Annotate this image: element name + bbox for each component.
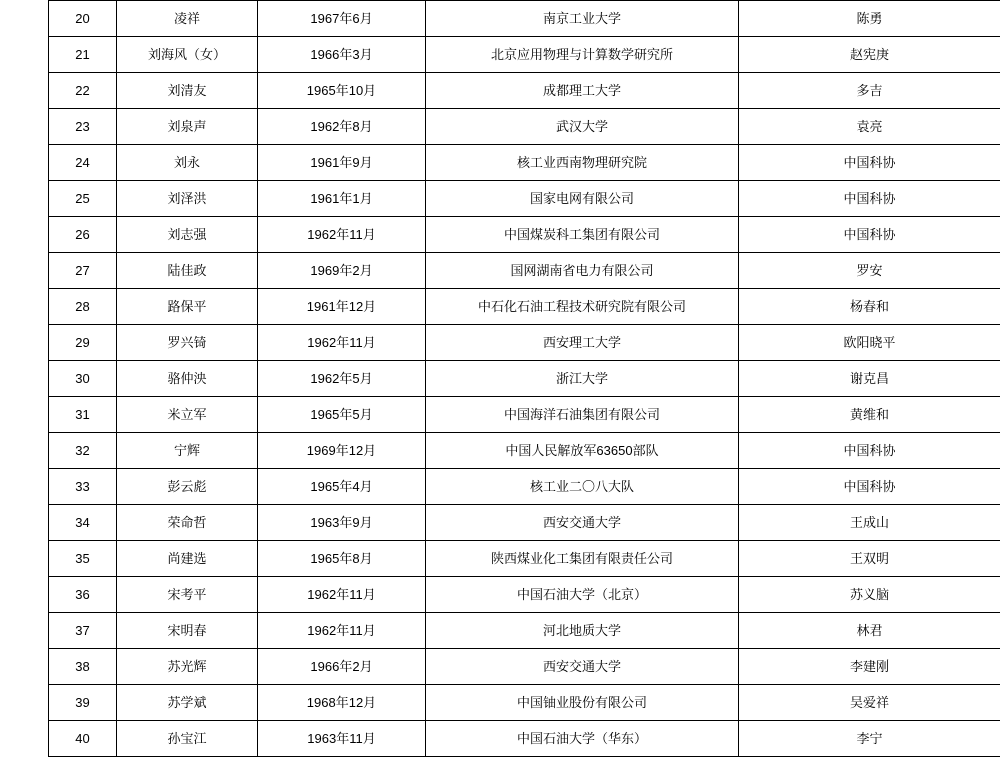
cell-referrer: 中国科协 (739, 145, 1000, 181)
cell-referrer: 中国科协 (739, 433, 1000, 469)
cell-birth: 1965年4月 (258, 469, 426, 505)
table-row (49, 1, 1000, 37)
cell-index: 30 (49, 361, 117, 397)
cell-org: 武汉大学 (426, 109, 739, 145)
cell-org: 南京工业大学 (426, 1, 739, 37)
cell-birth: 1962年8月 (258, 109, 426, 145)
cell-name: 刘泉声 (117, 109, 258, 145)
table-row (49, 325, 1000, 361)
cell-index: 20 (49, 1, 117, 37)
cell-birth: 1967年6月 (258, 1, 426, 37)
cell-index: 36 (49, 577, 117, 613)
cell-org: 浙江大学 (426, 361, 739, 397)
cell-name: 尚建选 (117, 541, 258, 577)
table-row (49, 613, 1000, 649)
cell-org: 中国煤炭科工集团有限公司 (426, 217, 739, 253)
cell-org: 西安交通大学 (426, 505, 739, 541)
table-row (49, 253, 1000, 289)
cell-name: 刘志强 (117, 217, 258, 253)
table-row (49, 73, 1000, 109)
cell-org: 成都理工大学 (426, 73, 739, 109)
cell-name: 刘永 (117, 145, 258, 181)
table-row (49, 289, 1000, 325)
cell-referrer: 袁亮 (739, 109, 1000, 145)
cell-name: 刘泽洪 (117, 181, 258, 217)
cell-name: 骆仲泱 (117, 361, 258, 397)
table-row (49, 145, 1000, 181)
table-row (49, 721, 1000, 757)
cell-name: 荣命哲 (117, 505, 258, 541)
cell-org: 北京应用物理与计算数学研究所 (426, 37, 739, 73)
cell-birth: 1968年12月 (258, 685, 426, 721)
cell-referrer: 黄维和 (739, 397, 1000, 433)
cell-name: 孙宝江 (117, 721, 258, 757)
cell-birth: 1962年11月 (258, 217, 426, 253)
cell-referrer: 王双明 (739, 541, 1000, 577)
cell-org: 中石化石油工程技术研究院有限公司 (426, 289, 739, 325)
cell-referrer: 多吉 (739, 73, 1000, 109)
table-row (49, 109, 1000, 145)
table-row (49, 217, 1000, 253)
cell-index: 29 (49, 325, 117, 361)
cell-org: 河北地质大学 (426, 613, 739, 649)
table-row (49, 649, 1000, 685)
cell-index: 21 (49, 37, 117, 73)
cell-name: 宁辉 (117, 433, 258, 469)
cell-referrer: 林君 (739, 613, 1000, 649)
cell-birth: 1962年11月 (258, 325, 426, 361)
cell-org: 陕西煤业化工集团有限责任公司 (426, 541, 739, 577)
table-row (49, 397, 1000, 433)
table-row (49, 37, 1000, 73)
table-row (49, 181, 1000, 217)
cell-referrer: 谢克昌 (739, 361, 1000, 397)
cell-referrer: 王成山 (739, 505, 1000, 541)
cell-index: 40 (49, 721, 117, 757)
cell-birth: 1965年8月 (258, 541, 426, 577)
cell-org: 西安理工大学 (426, 325, 739, 361)
cell-birth: 1961年9月 (258, 145, 426, 181)
cell-org: 中国人民解放军63650部队 (426, 433, 739, 469)
cell-org: 核工业西南物理研究院 (426, 145, 739, 181)
cell-org: 中国海洋石油集团有限公司 (426, 397, 739, 433)
table-row (49, 685, 1000, 721)
table-row (49, 433, 1000, 469)
table-row (49, 505, 1000, 541)
cell-birth: 1966年2月 (258, 649, 426, 685)
cell-index: 22 (49, 73, 117, 109)
cell-birth: 1965年5月 (258, 397, 426, 433)
cell-birth: 1962年11月 (258, 577, 426, 613)
table-row (49, 541, 1000, 577)
cell-name: 宋明春 (117, 613, 258, 649)
cell-birth: 1961年12月 (258, 289, 426, 325)
cell-index: 32 (49, 433, 117, 469)
cell-referrer: 杨春和 (739, 289, 1000, 325)
cell-name: 米立军 (117, 397, 258, 433)
cell-org: 核工业二〇八大队 (426, 469, 739, 505)
cell-referrer: 欧阳晓平 (739, 325, 1000, 361)
cell-name: 路保平 (117, 289, 258, 325)
cell-birth: 1961年1月 (258, 181, 426, 217)
cell-org: 中国石油大学（北京） (426, 577, 739, 613)
cell-name: 刘海风（女） (117, 37, 258, 73)
cell-referrer: 苏义脑 (739, 577, 1000, 613)
cell-name: 凌祥 (117, 1, 258, 37)
cell-index: 38 (49, 649, 117, 685)
cell-name: 刘清友 (117, 73, 258, 109)
cell-index: 27 (49, 253, 117, 289)
cell-birth: 1969年2月 (258, 253, 426, 289)
cell-name: 苏光辉 (117, 649, 258, 685)
cell-index: 37 (49, 613, 117, 649)
cell-org: 西安交通大学 (426, 649, 739, 685)
cell-referrer: 陈勇 (739, 1, 1000, 37)
cell-name: 罗兴锜 (117, 325, 258, 361)
cell-name: 彭云彪 (117, 469, 258, 505)
cell-index: 23 (49, 109, 117, 145)
cell-org: 中国铀业股份有限公司 (426, 685, 739, 721)
cell-index: 28 (49, 289, 117, 325)
cell-name: 宋考平 (117, 577, 258, 613)
cell-birth: 1965年10月 (258, 73, 426, 109)
cell-birth: 1962年5月 (258, 361, 426, 397)
table-row (49, 577, 1000, 613)
cell-referrer: 中国科协 (739, 181, 1000, 217)
cell-name: 陆佳政 (117, 253, 258, 289)
cell-birth: 1969年12月 (258, 433, 426, 469)
cell-referrer: 赵宪庚 (739, 37, 1000, 73)
cell-name: 苏学斌 (117, 685, 258, 721)
cell-referrer: 吴爱祥 (739, 685, 1000, 721)
cell-org: 中国石油大学（华东） (426, 721, 739, 757)
cell-index: 34 (49, 505, 117, 541)
cell-referrer: 中国科协 (739, 469, 1000, 505)
cell-birth: 1966年3月 (258, 37, 426, 73)
table-body (49, 1, 1000, 757)
cell-index: 33 (49, 469, 117, 505)
cell-org: 国网湖南省电力有限公司 (426, 253, 739, 289)
cell-referrer: 李建刚 (739, 649, 1000, 685)
cell-birth: 1963年11月 (258, 721, 426, 757)
cell-index: 25 (49, 181, 117, 217)
cell-referrer: 李宁 (739, 721, 1000, 757)
cell-index: 24 (49, 145, 117, 181)
cell-index: 31 (49, 397, 117, 433)
cell-org: 国家电网有限公司 (426, 181, 739, 217)
cell-birth: 1962年11月 (258, 613, 426, 649)
cell-birth: 1963年9月 (258, 505, 426, 541)
cell-referrer: 中国科协 (739, 217, 1000, 253)
candidate-roster-table (48, 0, 1000, 757)
table-row (49, 361, 1000, 397)
cell-index: 39 (49, 685, 117, 721)
cell-index: 35 (49, 541, 117, 577)
cell-referrer: 罗安 (739, 253, 1000, 289)
cell-index: 26 (49, 217, 117, 253)
table-row (49, 469, 1000, 505)
